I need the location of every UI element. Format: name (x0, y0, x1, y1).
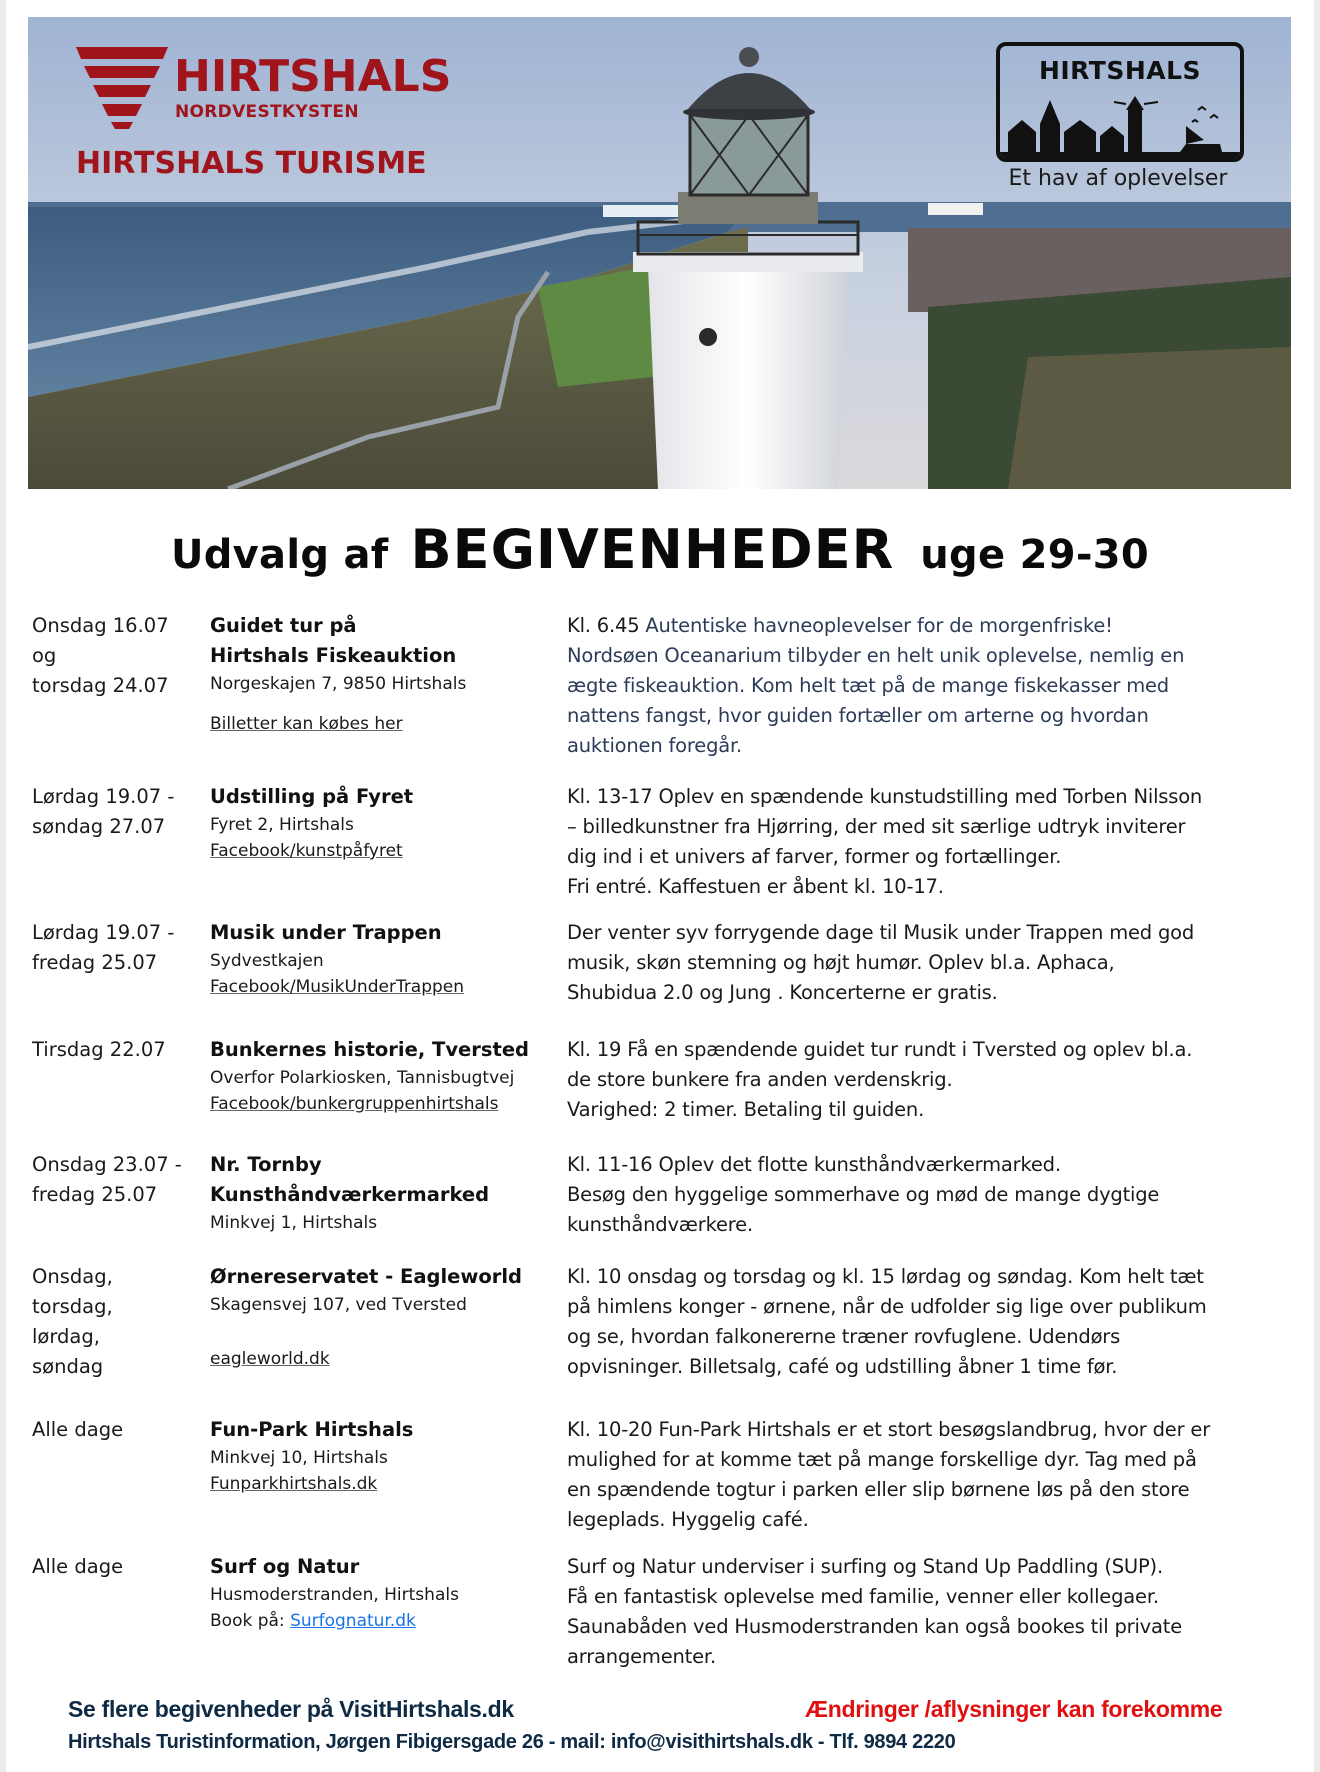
title-main: BEGIVENHEDER (410, 518, 895, 581)
event-description (567, 1415, 1287, 1535)
event-date (32, 782, 202, 842)
v-stripes-icon (76, 47, 168, 129)
event-description-line: Saunabåden ved Husmoderstranden kan også bookes til private (567, 1615, 1183, 1638)
event-link[interactable]: Funparkhirtshals.dk (210, 1474, 378, 1494)
event-date-line: Alle dage (32, 1418, 124, 1441)
event-description-line: Kl. 19 Få en spændende guidet tur rundt i Tversted og oplev bl.a. (567, 1038, 1193, 1061)
event-address: Fyret 2, Hirtshals (210, 815, 354, 835)
event-description-line: Kl. 10-20 Fun-Park Hirtshals er et stort besøgslandbrug, hvor der er (567, 1418, 1211, 1441)
title-prefix: Udvalg af (170, 532, 389, 578)
event-date-line: Lørdag 19.07 - (32, 921, 175, 944)
event-date-line: søndag 27.07 (32, 815, 166, 838)
event-info (210, 1415, 550, 1497)
event-description (567, 1150, 1287, 1240)
event-title: Fun-Park Hirtshals (210, 1418, 414, 1441)
event-link-row (210, 838, 550, 864)
event-date-line: Alle dage (32, 1555, 124, 1578)
page-edge-left (0, 0, 6, 1772)
event-description-text: Autentiske havneoplevelser for de morgenfriske! (645, 614, 1113, 637)
event-title: Bunkernes historie, Tversted (210, 1038, 529, 1061)
hero-banner (28, 17, 1291, 489)
brand-organization: HIRTSHALS TURISME (76, 146, 427, 181)
event-description-line: Få en fantastisk oplevelse med familie, venner eller kollegaer. (567, 1585, 1159, 1608)
event-description-line: dig ind i et univers af farver, former og fortællinger. (567, 845, 1062, 868)
town-sign (996, 42, 1244, 162)
event-description-line: ægte fiskeauktion. Kom helt tæt på de mange fiskekasser med (567, 674, 1169, 697)
event-info (210, 1150, 550, 1236)
event-address: Sydvestkajen (210, 951, 324, 971)
event-date-line: fredag 25.07 (32, 951, 158, 974)
event-link-prefix: Book på: (210, 1611, 291, 1631)
event-date-line: Onsdag, (32, 1265, 113, 1288)
event-description-line: legeplads. Hyggelig café. (567, 1508, 809, 1531)
event-description-line: mulighed for at komme tæt på mange forskellige dyr. Tag med på (567, 1448, 1197, 1471)
event-description (567, 1262, 1287, 1382)
event-date (32, 611, 202, 701)
event-description-line: – billedkunstner fra Hjørring, der med sit særlige udtryk inviterer (567, 815, 1186, 838)
event-date (32, 1262, 202, 1382)
event-description-line (567, 611, 1287, 641)
event-description-line: Kl. 10 onsdag og torsdag og kl. 15 lørdag og søndag. Kom helt tæt (567, 1265, 1204, 1288)
event-description (567, 1552, 1287, 1672)
event-description (567, 918, 1287, 1008)
event-description-line: Fri entré. Kaffestuen er åbent kl. 10-17. (567, 875, 944, 898)
event-date-line: torsdag 24.07 (32, 674, 169, 697)
event-description-line: de store bunkere fra anden verdenskrig. (567, 1068, 953, 1091)
sign-title: HIRTSHALS (1038, 56, 1202, 85)
brand-name: HIRTSHALS (174, 51, 452, 102)
event-description (567, 782, 1287, 902)
changes-warning: Ændringer /aflysninger kan forekomme (805, 1696, 1223, 1722)
event-info (210, 1035, 550, 1117)
event-description (567, 611, 1287, 761)
event-title: Udstilling på Fyret (210, 785, 414, 808)
more-events-link[interactable]: Se flere begivenheder på VisitHirtshals.dk (68, 1696, 514, 1722)
event-title: Musik under Trappen (210, 921, 442, 944)
event-link-row (210, 1091, 550, 1117)
event-date-line: og (32, 644, 57, 667)
page-edge-right (1314, 0, 1320, 1772)
event-link[interactable]: eagleworld.dk (210, 1349, 330, 1369)
event-description-line: auktionen foregår. (567, 734, 743, 757)
event-title: Hirtshals Fiskeauktion (210, 644, 457, 667)
event-description-line: Kl. 13-17 Oplev en spændende kunstudstilling med Torben Nilsson (567, 785, 1203, 808)
event-info (210, 782, 550, 864)
page-title (0, 518, 1320, 581)
town-skyline-icon (1000, 92, 1240, 158)
event-description-line: musik, skøn stemning og højt humør. Oplev bl.a. Aphaca, (567, 951, 1115, 974)
event-date-line: Onsdag 16.07 (32, 614, 169, 637)
event-date-line: søndag (32, 1355, 104, 1378)
event-link-row (210, 1471, 550, 1497)
event-address: Skagensvej 107, ved Tversted (210, 1295, 467, 1315)
spacer (210, 697, 550, 711)
event-title: Ørnereservatet - Eagleworld (210, 1265, 523, 1288)
event-info (210, 918, 550, 1000)
event-description-line: arrangementer. (567, 1645, 716, 1668)
event-description-line: Der venter syv forrygende dage til Musik under Trappen med god (567, 921, 1195, 944)
event-time: Kl. 6.45 (567, 614, 640, 637)
event-title: Kunsthåndværkermarked (210, 1183, 490, 1206)
event-description-line: kunsthåndværkere. (567, 1213, 753, 1236)
event-address: Norgeskajen 7, 9850 Hirtshals (210, 674, 467, 694)
event-link[interactable]: Billetter kan købes her (210, 714, 403, 734)
event-date-line: Onsdag 23.07 - (32, 1153, 182, 1176)
event-description-line: en spændende togtur i parken eller slip børnene løs på den store (567, 1478, 1190, 1501)
event-date-line: Lørdag 19.07 - (32, 785, 175, 808)
event-description-line: på himlens konger - ørnene, når de udfolder sig lige over publikum (567, 1295, 1207, 1318)
event-link[interactable]: Facebook/kunstpåfyret (210, 841, 403, 861)
event-date (32, 1415, 202, 1445)
event-link-row (210, 711, 550, 737)
event-description-line: nattens fangst, hvor guiden fortæller om arterne og hvordan (567, 704, 1149, 727)
event-link-row (210, 1608, 550, 1634)
event-info (210, 1552, 550, 1634)
title-suffix: uge 29-30 (920, 532, 1150, 578)
event-title: Surf og Natur (210, 1555, 360, 1578)
event-description (567, 1035, 1287, 1125)
event-date (32, 918, 202, 978)
event-link[interactable]: Facebook/bunkergruppenhirtshals (210, 1094, 499, 1114)
event-title: Guidet tur på (210, 614, 357, 637)
event-description-line: Varighed: 2 timer. Betaling til guiden. (567, 1098, 925, 1121)
event-title: Nr. Tornby (210, 1153, 322, 1176)
event-address: Minkvej 10, Hirtshals (210, 1448, 388, 1468)
event-date-line: torsdag, (32, 1295, 113, 1318)
event-link-row (210, 1346, 550, 1372)
event-date (32, 1035, 202, 1065)
event-info (210, 1262, 550, 1372)
event-address: Husmoderstranden, Hirtshals (210, 1585, 459, 1605)
event-description-line: Shubidua 2.0 og Jung . Koncerterne er gratis. (567, 981, 998, 1004)
event-description-line: Besøg den hyggelige sommerhave og mød de mange dygtige (567, 1183, 1160, 1206)
event-link-row (210, 974, 550, 1000)
event-description-line: opvisninger. Billetsalg, café og udstilling åbner 1 time før. (567, 1355, 1118, 1378)
event-date (32, 1552, 202, 1582)
event-description-line: og se, hvordan falkonererne træner rovfuglene. Udendørs (567, 1325, 1121, 1348)
spacer (210, 1318, 550, 1346)
event-date-line: Tirsdag 22.07 (32, 1038, 166, 1061)
hirtshals-sign-logo (990, 42, 1250, 202)
event-link[interactable]: Surfognatur.dk (290, 1611, 416, 1631)
event-address: Overfor Polarkiosken, Tannisbugtvej (210, 1068, 515, 1088)
sign-tagline: Et hav af oplevelser (1008, 166, 1228, 191)
contact-info: Hirtshals Turistinformation, Jørgen Fibigersgade 26 - mail: info@visithirtshals.dk - Tlf. 9894 2220 (68, 1731, 956, 1753)
event-link[interactable]: Facebook/MusikUnderTrappen (210, 977, 465, 997)
event-description-line: Surf og Natur underviser i surfing og Stand Up Paddling (SUP). (567, 1555, 1163, 1578)
event-date-line: fredag 25.07 (32, 1183, 158, 1206)
event-info (210, 611, 550, 737)
brand-subtitle: NORDVESTKYSTEN (175, 102, 359, 122)
event-date (32, 1150, 202, 1210)
event-address: Minkvej 1, Hirtshals (210, 1213, 378, 1233)
event-description-line: Nordsøen Oceanarium tilbyder en helt unik oplevelse, nemlig en (567, 644, 1185, 667)
event-description-line: Kl. 11-16 Oplev det flotte kunsthåndværkermarked. (567, 1153, 1061, 1176)
event-date-line: lørdag, (32, 1325, 100, 1348)
